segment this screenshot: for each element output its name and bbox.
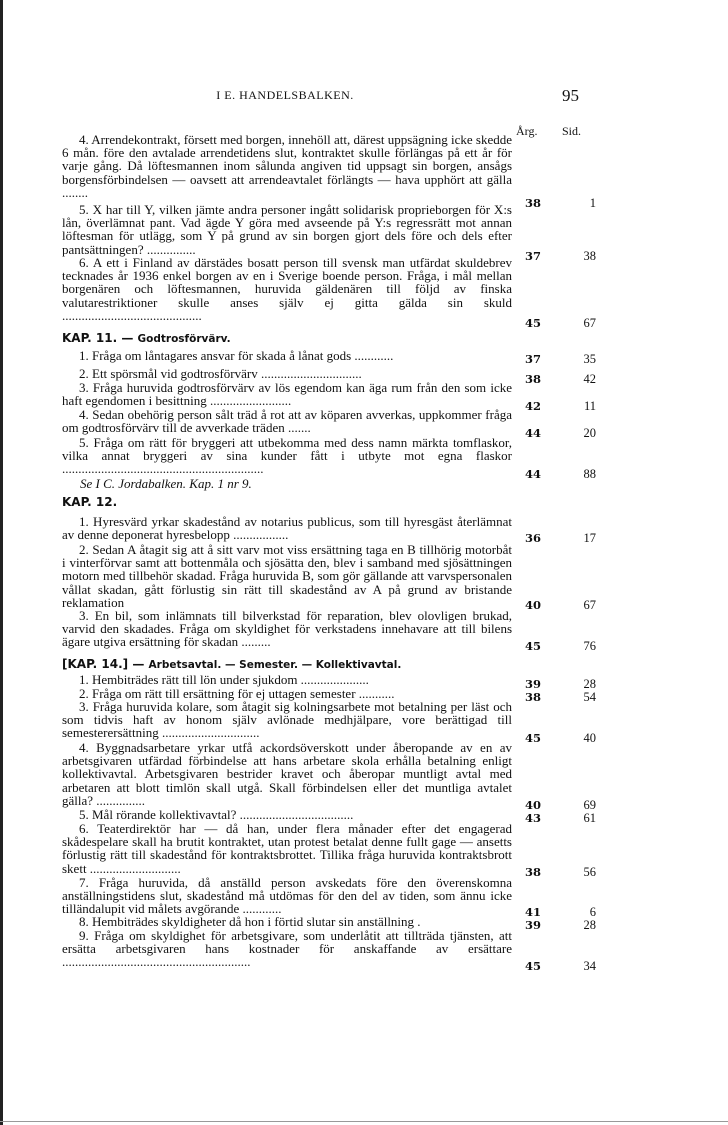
entry-text: 7. Fråga huruvida, då anställd person avskedats före den överenskomna anställningstidens slut, skadestånd må utdömas för den del av tiden, som ännu icke tilländalupit vid målets avgörande ............ (62, 875, 512, 917)
entry-year: 37 (525, 249, 542, 263)
running-title: I E. HANDELSBALKEN. (216, 88, 354, 102)
list-item (62, 929, 512, 969)
see-also-reference: Se I C. Jordabalken. Kap. 1 nr 9. (80, 476, 252, 491)
entry-year: 38 (525, 865, 542, 879)
list-item (62, 609, 512, 649)
list-item (62, 408, 512, 434)
list-item (62, 515, 512, 541)
entry-page: 67 (583, 316, 596, 330)
list-item (62, 381, 512, 407)
entry-page: 6 (589, 905, 596, 919)
chapter-heading-12 (62, 495, 117, 509)
entry-year: 38 (525, 196, 542, 210)
list-item (62, 203, 512, 256)
list-item (62, 700, 512, 740)
chapter-subtitle: Arbetsavtal. — Semester. — Kollektivavtal. (148, 659, 402, 671)
entry-year: 38 (525, 372, 542, 386)
entry-page: 34 (583, 959, 596, 973)
entry-text: 9. Fråga om skyldighet för arbetsgivare, som underlåtit att tillträda tjänsten, att ersätta arbetsgivaren hans kostnader för anskaffande av ersättare .......................................................... (62, 928, 512, 970)
entry-year: 45 (525, 316, 542, 330)
entry-text: 3. Fråga huruvida kolare, som åtagit sig kolningsarbete mot betalning per läst och som tidvis haft av honom själv avlönade medhjälpare, vore berättigad till semesterersättning .............................. (62, 699, 512, 741)
chapter-label: [KAP. 14.] — (62, 657, 145, 671)
chapter-label: KAP. 11. — (62, 331, 134, 345)
entry-page: 20 (583, 426, 596, 440)
chapter-heading-11 (62, 331, 231, 345)
entry-year: 40 (525, 798, 542, 812)
entry-year: 38 (525, 690, 542, 704)
list-item (62, 915, 512, 928)
entry-page: 28 (583, 918, 596, 932)
entry-text: 6. A ett i Finland av därstädes bosatt person till svensk man utfärdat skuldebrev tecknades år 1936 enkel borgen av en i Sverige boende person. Fråga, i mål mellan borgenären och löftesmannen, huruvida gäldenären till följd av finska valutarestriktioner skulle anses själv ej gitta gälda sin skuld ........................................... (62, 255, 512, 323)
entry-year: 44 (525, 426, 542, 440)
entry-page: 88 (583, 467, 596, 481)
chapter-subtitle: Godtrosförvärv. (137, 333, 231, 345)
column-header-page: Sid. (562, 124, 582, 138)
entry-year: 39 (525, 918, 542, 932)
entry-text: 2. Ett spörsmål vid godtrosförvärv ............................... (79, 366, 362, 381)
entry-year: 37 (525, 352, 542, 366)
entry-year: 39 (525, 677, 542, 691)
chapter-label: KAP. 12. (62, 495, 118, 509)
entry-year: 43 (525, 811, 542, 825)
list-item (62, 673, 512, 686)
entry-text: 8. Hembiträdes skyldigheter då hon i förtid slutar sin anställning . (79, 914, 421, 929)
entry-text: 5. Mål rörande kollektivavtal? ................................... (79, 807, 354, 822)
entry-page: 11 (583, 399, 596, 413)
entry-page: 54 (583, 690, 596, 704)
entry-page: 76 (583, 639, 596, 653)
entry-text: 4. Arrendekontrakt, försett med borgen, innehöll att, därest uppsägning icke skedde 6 mån. före den avtalade arrendetidens slut, kontraktet skulle förlängas på ett år för varje gång. Då löftesmannen inom sålunda angiven tid uppsagt sin borgen, ansågs borgensförbindelsen — oavsett att arrendeavtalet förlängts — hava upphört att gälla ........ (62, 132, 512, 200)
entry-text: 1. Fråga om låntagares ansvar för skada å lånat gods ............ (79, 348, 394, 363)
list-item (62, 543, 512, 609)
scan-bottom-edge (0, 1121, 728, 1122)
entry-page: 40 (583, 731, 596, 745)
entry-page: 69 (583, 798, 596, 812)
list-item (62, 133, 512, 199)
list-item (62, 808, 512, 821)
entry-page: 67 (583, 598, 596, 612)
list-item (62, 876, 512, 916)
entry-page: 38 (583, 249, 596, 263)
entry-page: 1 (589, 196, 596, 210)
entry-year: 45 (525, 959, 542, 973)
entry-year: 45 (525, 639, 542, 653)
list-item (62, 822, 512, 875)
entry-year: 45 (525, 731, 542, 745)
entry-text: 2. Fråga om rätt till ersättning för ej uttagen semester ........... (79, 686, 395, 701)
list-item (62, 349, 512, 362)
list-item (62, 741, 512, 807)
entry-page: 56 (583, 865, 596, 879)
entry-page: 61 (583, 811, 596, 825)
chapter-heading-14 (62, 657, 401, 671)
entry-text: 5. X har till Y, vilken jämte andra personer ingått solidarisk proprieborgen för X:s lån, överlämnat pant. Vad ägde Y göra med avseende på Y:s regressrätt mot annan löftesman för utlägg, som Y på grund av sin borgen gjort dels före och dels efter pantsättningen? ............... (62, 202, 512, 257)
entry-year: 36 (525, 531, 542, 545)
entry-page: 17 (583, 531, 596, 545)
entry-text: 3. En bil, som inlämnats till bilverkstad för reparation, blev olovligen brukad, varvid den skadades. Fråga om skyldighet för verkstadens innehavare att till bilens ägare utgiva ersättning för skadan ......... (62, 608, 512, 650)
entry-year: 44 (525, 467, 542, 481)
entry-page: 42 (583, 372, 596, 386)
entry-page: 35 (583, 352, 596, 366)
entry-year: 42 (525, 399, 542, 413)
scan-left-edge (0, 0, 3, 1125)
entry-text: 3. Fråga huruvida godtrosförvärv av lös egendom kan äga rum från den som icke haft egendomen i besittning ......................... (62, 380, 512, 409)
entry-text: 6. Teaterdirektör har — då han, under flera månader efter det engagerad skådespelare skall ha brutit kontraktet, utan protest betalat denne fullt gage — ansetts förlustig rätt till skadestånd för kontraktsbrottet. Tillika fråga huruvida kontraktsbrott skett ............................ (62, 821, 512, 876)
entry-text: 4. Sedan obehörig person sålt träd å rot att av köparen avverkas, uppkommer fråga om godtrosförvärv till de avverkade träden ....... (62, 407, 512, 436)
column-header-year: Årg. (516, 124, 538, 138)
list-item (62, 367, 512, 380)
entry-page: 28 (583, 677, 596, 691)
list-item (62, 256, 512, 322)
entry-text: 2. Sedan A åtagit sig att å sitt varv mot viss ersättning taga en B tillhörig motorbåt i vinterförvar samt att bottenmåla och sjösätta den, blev i samband med sjösättningen motorn med tillbehör skadad. Fråga huruvida B, som gör gällande att varvspersonalen vållat skadan, gått förlustig sin rätt till skadestånd av A på grund av bristande reklamation (62, 542, 512, 610)
entry-text: 5. Fråga om rätt för bryggeri att utbekomma med dess namn märkta tomflaskor, vilka annat bryggeri av sina kunder fått i utbyte mot egna flaskor .............................................................. (62, 435, 512, 477)
entry-text: 1. Hembiträdes rätt till lön under sjukdom ..................... (79, 672, 369, 687)
entry-year: 41 (525, 905, 542, 919)
entry-year: 40 (525, 598, 542, 612)
list-item (62, 436, 512, 476)
entry-text: 1. Hyresvärd yrkar skadestånd av notarius publicus, som till hyresgäst återlämnat av denne deponerat hyresbelopp ................. (62, 514, 512, 543)
entry-text: 4. Byggnadsarbetare yrkar utfå ackordsöverskott under åberopande av en av arbetsgivaren utfärdad förbindelse att hans arbetare skola erhålla betalning enligt kollektivavtal. Arbetsgivaren bestrider kravet och åberopar muntligt avtal med arbetaren att blott timlön skall utgå. Skall förbindelsen eller det muntliga avtalet gälla? ............... (62, 740, 512, 808)
page-number: 95 (562, 86, 579, 105)
